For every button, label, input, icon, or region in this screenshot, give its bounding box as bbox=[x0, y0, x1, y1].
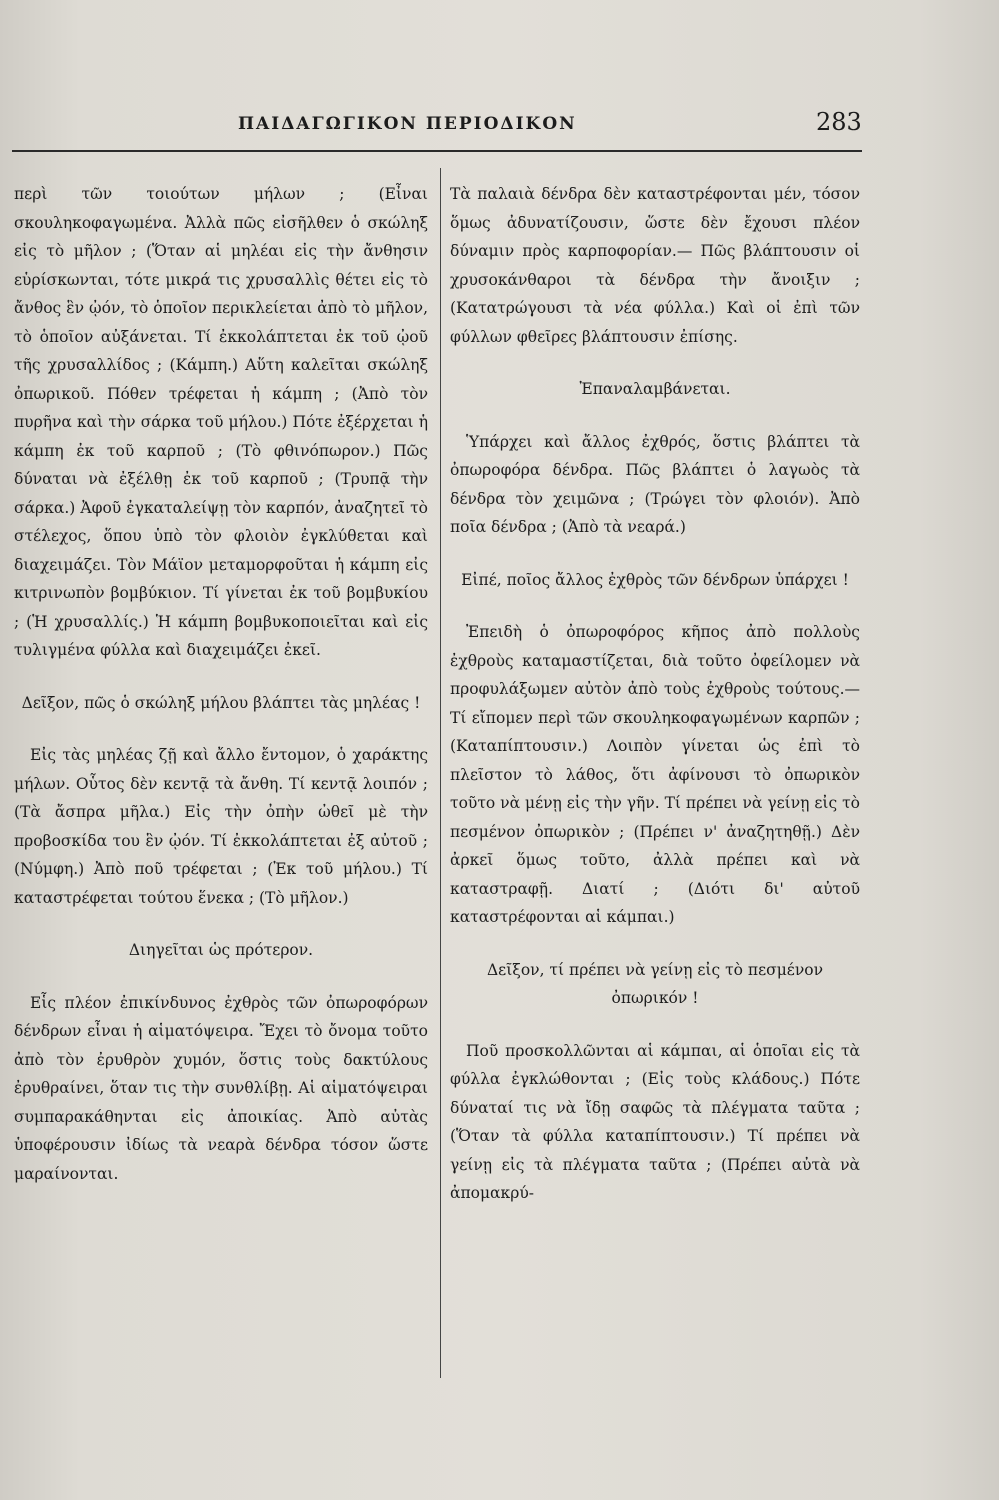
page-number: 283 bbox=[816, 108, 862, 136]
right-column bbox=[450, 180, 860, 1208]
section-heading: Ἐπαναλαμβάνεται. bbox=[579, 380, 731, 398]
paragraph: Ἐπειδὴ ὁ ὀπωροφόρος κῆπος ἀπὸ πολλοὺς ἐχθροὺς καταμαστίζεται, διὰ τοῦτο ὀφείλομεν νὰ προφυλάξωμεν αὐτὸν ἀπὸ τοὺς ἐχθροὺς τούτους.— Τί εἴπομεν περὶ τῶν σκουληκοφαγωμένων καρπῶν ; (Καταπίπτουσιν.) Λοιπὸν γίνεται ὡς ἐπὶ τὸ πλεῖστον τὸ λάθος, ὅτι ἀφίνουσι τὸ ὀπωρικὸν τοῦτο νὰ μένῃ εἰς τὴν γῆν. Τί πρέπει νὰ γείνῃ εἰς τὸ πεσμένον ὀπωρικὸν ; (Πρέπει ν' ἀναζητηθῇ.) Δὲν ἀρκεῖ ὅμως τοῦτο, ἀλλὰ πρέπει καὶ νὰ καταστραφῇ. Διατί ; (Διότι δι' αὐτοῦ καταστρέφονται αἱ κάμπαι.) bbox=[450, 623, 860, 926]
journal-title: ΠΑΙΔΑΓΩΓΙΚΟΝ ΠΕΡΙΟΔΙΚΟΝ bbox=[238, 114, 577, 134]
paragraph: Ποῦ προσκολλῶνται αἱ κάμπαι, αἱ ὁποῖαι εἰς τὰ φύλλα ἐγκλώθονται ; (Εἰς τοὺς κλάδους.) Πότε δύναταί τις νὰ ἴδῃ σαφῶς τὰ πλέγματα ταῦτα ; (Ὅταν τὰ φύλλα καταπίπτουσιν.) Τί πρέπει νὰ γείνῃ εἰς τὰ πλέγματα ταῦτα ; (Πρέπει αὐτὰ νὰ ἀπομακρύ- bbox=[450, 1041, 860, 1202]
paragraph: Εἰς τὰς μηλέας ζῇ καὶ ἄλλο ἔντομον, ὁ χαράκτης μήλων. Οὗτος δὲν κεντᾷ τὰ ἄνθη. Τί κεντᾷ λοιπόν ; (Τὰ ἄσπρα μῆλα.) Εἰς τὴν ὀπὴν ὠθεῖ μὲ τὴν προβοσκίδα του ἓν ᾠόν. Τί ἐκκολάπτεται ἐξ αὐτοῦ ; (Νύμφη.) Ἀπὸ ποῦ τρέφεται ; (Ἐκ τοῦ μήλου.) Τί καταστρέφεται τούτου ἕνεκα ; (Τὸ μῆλον.) bbox=[14, 746, 428, 907]
paragraph: Τὰ παλαιὰ δένδρα δὲν καταστρέφονται μέν, τόσον ὅμως ἀδυνατίζουσιν, ὥστε δὲν ἔχουσι πλέον δύναμιν πρὸς καρποφορίαν.— Πῶς βλάπτουσιν οἱ χρυσοκάνθαροι τὰ δένδρα τὴν ἄνοιξιν ; (Κατατρώγουσι τὰ νέα φύλλα.) Καὶ οἱ ἐπὶ τῶν φύλλων φθεῖρες βλάπτουσιν ἐπίσης. bbox=[450, 185, 860, 346]
paragraph: Εἷς πλέον ἐπικίνδυνος ἐχθρὸς τῶν ὀπωροφόρων δένδρων εἶναι ἡ αἱματόψειρα. Ἔχει τὸ ὄνομα τοῦτο ἀπὸ τὸν ἐρυθρὸν χυμόν, ὅστις τοὺς δακτύλους ἐρυθραίνει, ὅταν τις τὴν συνθλίβῃ. Αἱ αἱματόψειραι συμπαρακάθηνται εἰς ἀποικίας. Ἀπὸ αὐτὰς ὑποφέρουσιν ἰδίως τὰ νεαρὰ δένδρα τόσον ὥστε μαραίνονται. bbox=[14, 993, 428, 1183]
section-heading: Δεῖξον, τί πρέπει νὰ γείνῃ εἰς τὸ πεσμένον ὀπωρικόν ! bbox=[486, 960, 824, 1007]
paragraph: Ὑπάρχει καὶ ἄλλος ἐχθρός, ὅστις βλάπτει τὰ ὀπωροφόρα δένδρα. Πῶς βλάπτει ὁ λαγωὸς τὰ δένδρα τὸν χειμῶνα ; (Τρώγει τὸν φλοιόν). Ἀπὸ ποῖα δένδρα ; (Ἀπὸ τὰ νεαρά.) bbox=[450, 432, 860, 536]
section-heading: Διηγεῖται ὡς πρότερον. bbox=[128, 941, 314, 959]
column-divider bbox=[440, 168, 441, 1378]
header-rule bbox=[12, 150, 862, 152]
running-header bbox=[0, 108, 999, 142]
left-column bbox=[14, 180, 428, 1188]
section-heading: Δεῖξον, πῶς ὁ σκώληξ μήλου βλάπτει τὰς μηλέας ! bbox=[21, 693, 421, 712]
paragraph: περὶ τῶν τοιούτων μήλων ; (Εἶναι σκουληκοφαγωμένα. Ἀλλὰ πῶς εἰσῆλθεν ὁ σκώληξ εἰς τὸ μῆλον ; (Ὅταν αἱ μηλέαι εἰς τὴν ἄνθησιν εὑρίσκωνται, τότε μικρά τις χρυσαλλὶς θέτει εἰς τὸ ἄνθος ἓν ᾠόν, τὸ ὁποῖον περικλείεται ἀπὸ τὸ μῆλον, τὸ ὁποῖον αὐξάνεται. Τί ἐκκολάπτεται ἐκ τοῦ ᾠοῦ τῆς χρυσαλλίδος ; (Κάμπη.) Αὕτη καλεῖται σκώληξ ὀπωρικοῦ. Πόθεν τρέφεται ἡ κάμπη ; (Ἀπὸ τὸν πυρῆνα καὶ τὴν σάρκα τοῦ μήλου.) Πότε ἐξέρχεται ἡ κάμπη ἐκ τοῦ καρποῦ ; (Τὸ φθινόπωρον.) Πῶς δύναται νὰ ἐξέλθῃ ἐκ τοῦ καρποῦ ; (Τρυπᾷ τὴν σάρκα.) Ἀφοῦ ἐγκαταλείψῃ τὸν καρπόν, ἀναζητεῖ τὸ στέλεχος, ὅπου ὑπὸ τὸν φλοιὸν ἐγκλύθεται καὶ διαχειμάζει. Τὸν Μάϊον μεταμορφοῦται ἡ κάμπη εἰς κιτρινωπὸν βομβύκιον. Τί γίνεται ἐκ τοῦ βομβυκίου ; (Ἡ χρυσαλλίς.) Ἡ κάμπη βομβυκοποιεῖται καὶ εἰς τυλιγμένα φύλλα καὶ διαχειμάζει ἐκεῖ. bbox=[14, 185, 428, 659]
section-heading: Εἰπέ, ποῖος ἄλλος ἐχθρὸς τῶν δένδρων ὑπάρχει ! bbox=[461, 570, 849, 589]
